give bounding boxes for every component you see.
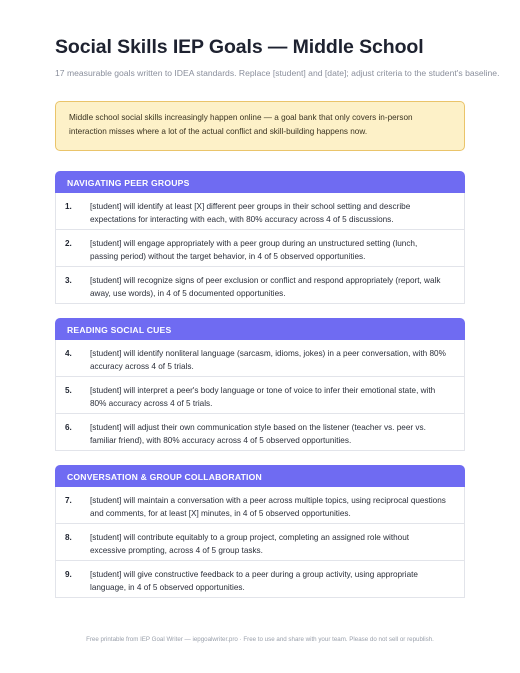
goal-item [55, 193, 465, 230]
goal-number: 6. [65, 423, 72, 432]
goal-text: [student] will adjust their own communication style based on the listener (teacher vs. peer vs. familiar friend), with 80% accuracy across 4 of 5 observed opportunities. [90, 423, 426, 445]
callout-note [55, 101, 465, 151]
goal-text: [student] will maintain a conversation with a peer across multiple topics, using reciprocal questions and comments, for at least [X] minutes, in 4 of 5 observed opportunities. [90, 496, 446, 518]
goal-item [55, 340, 465, 377]
goal-text: [student] will identify at least [X] different peer groups in their school setting and describe expectations for interacting with each, with 80% accuracy across 4 of 5 discussions. [90, 202, 411, 224]
section-heading: READING SOCIAL CUES [55, 318, 465, 340]
page-subtitle: 17 measurable goals written to IDEA standards. Replace [student] and [date]; adjust criteria to the student's baseline. [55, 68, 500, 78]
goal-item [55, 561, 465, 598]
callout-note-text: Middle school social skills increasingly happen online — a goal bank that only covers in-person interaction misses where a lot of the actual conflict and skill-building happens now. [69, 113, 413, 136]
goal-text: [student] will give constructive feedback to a peer during a group activity, using appropriate language, in 4 of 5 observed opportunities. [90, 570, 418, 592]
goal-text: [student] will engage appropriately with a peer group during an unstructured setting (lunch, passing period) without the target behavior, in 4 of 5 observed opportunities. [90, 239, 418, 261]
goal-number: 1. [65, 202, 72, 211]
goal-item [55, 524, 465, 561]
page-footer: Free printable from IEP Goal Writer — iepgoalwriter.pro · Free to use and share with your team. Please do not sell or republish. [86, 636, 434, 643]
goal-item [55, 377, 465, 414]
goal-number: 3. [65, 276, 72, 285]
page-title: Social Skills IEP Goals — Middle School [55, 36, 424, 58]
goal-text: [student] will interpret a peer's body language or tone of voice to infer their emotional state, with 80% accuracy across 4 of 5 trials. [90, 386, 436, 408]
goal-number: 4. [65, 349, 72, 358]
goal-number: 2. [65, 239, 72, 248]
section-navigating-peer-groups [55, 171, 465, 304]
goal-number: 7. [65, 496, 72, 505]
goal-text: [student] will identify nonliteral language (sarcasm, idioms, jokes) in a peer conversation, with 80% accuracy across 4 of 5 trials. [90, 349, 446, 371]
goal-number: 9. [65, 570, 72, 579]
goal-item [55, 414, 465, 451]
section-reading-social-cues [55, 318, 465, 451]
goal-text: [student] will recognize signs of peer exclusion or conflict and respond appropriately (report, walk away, use words), in 4 of 5 documented opportunities. [90, 276, 441, 298]
goal-number: 5. [65, 386, 72, 395]
goal-item [55, 230, 465, 267]
section-heading: NAVIGATING PEER GROUPS [55, 171, 465, 193]
section-heading: CONVERSATION & GROUP COLLABORATION [55, 465, 465, 487]
goal-item [55, 267, 465, 304]
goal-text: [student] will contribute equitably to a group project, completing an assigned role without excessive prompting, across 4 of 5 group tasks. [90, 533, 410, 555]
goal-number: 8. [65, 533, 72, 542]
section-conversation-group-collaboration [55, 465, 465, 598]
goal-item [55, 487, 465, 524]
